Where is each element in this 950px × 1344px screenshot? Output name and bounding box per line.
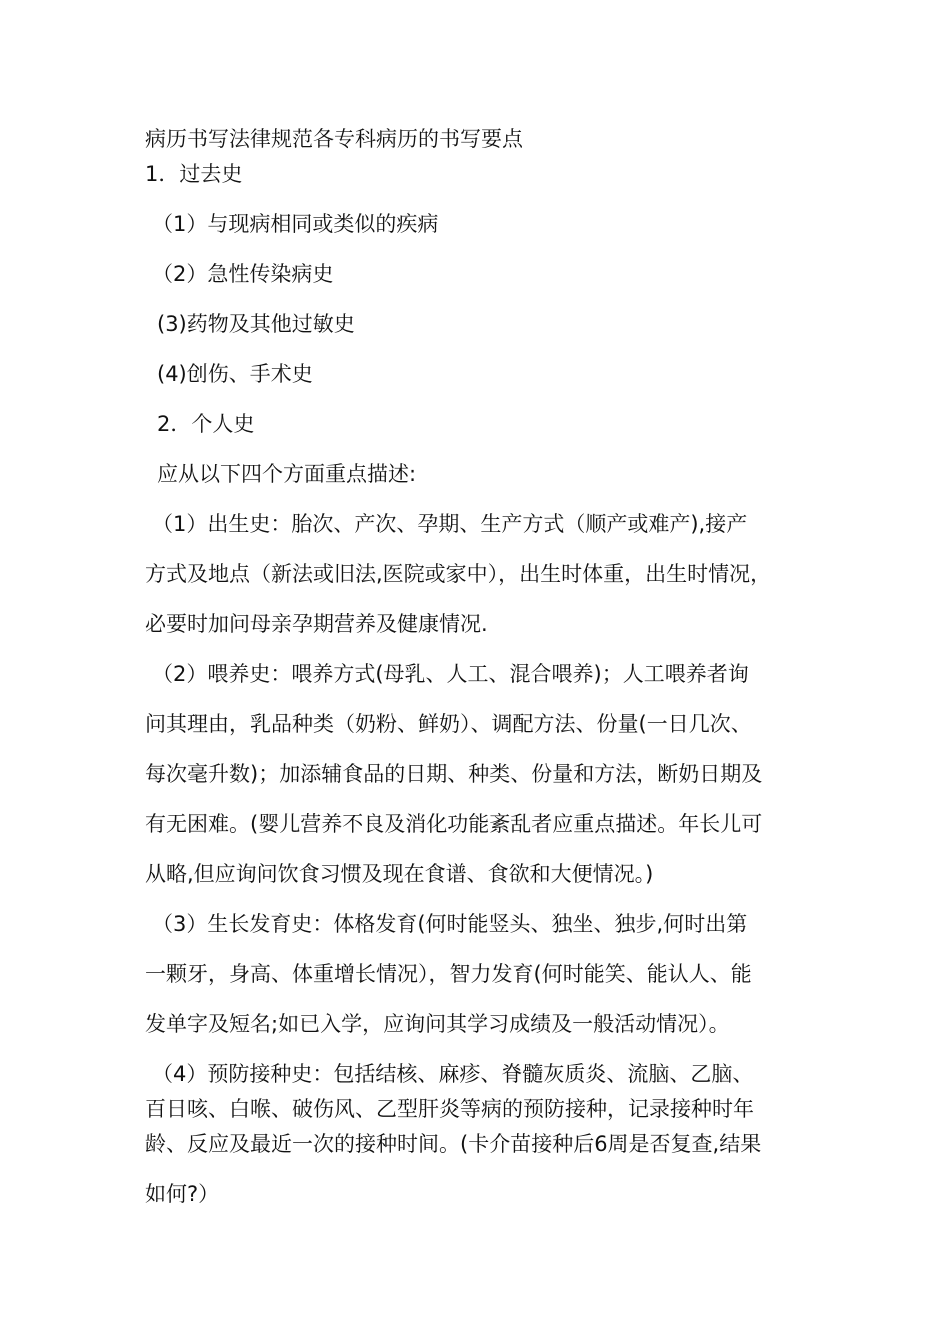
paragraph-line: 一颗牙，身高、体重增长情况），智力发育(何时能笑、能认人、能 xyxy=(145,962,752,986)
list-item: （2）急性传染病史 xyxy=(152,262,334,286)
paragraph-line: 龄、反应及最近一次的接种时间。(卡介苗接种后6周是否复查,结果 xyxy=(145,1132,762,1156)
paragraph-line: 方式及地点（新法或旧法,医院或家中），出生时体重，出生时情况， xyxy=(145,562,772,586)
list-item: （1）与现病相同或类似的疾病 xyxy=(152,212,439,236)
paragraph-line: 百日咳、白喉、破伤风、乙型肝炎等病的预防接种，记录接种时年 xyxy=(145,1097,754,1121)
paragraph-line: 从略,但应询问饮食习惯及现在食谱、食欲和大便情况。) xyxy=(145,862,654,886)
paragraph-line: 如何?） xyxy=(145,1182,220,1206)
paragraph-line: 必要时加问母亲孕期营养及健康情况. xyxy=(145,612,488,636)
paragraph-line: 每次毫升数)；加添辅食品的日期、种类、份量和方法，断奶日期及 xyxy=(145,762,763,786)
paragraph-line: 问其理由，乳品种类（奶粉、鲜奶）、调配方法、份量(一日几次、 xyxy=(145,712,752,736)
section-heading-personal-history: 2．个人史 xyxy=(157,412,255,436)
paragraph-line: （4）预防接种史：包括结核、麻疹、脊髓灰质炎、流脑、乙脑、 xyxy=(152,1062,754,1086)
section-heading-past-history: 1．过去史 xyxy=(145,162,243,186)
paragraph-line: 应从以下四个方面重点描述: xyxy=(157,462,417,486)
paragraph-line: （3）生长发育史：体格发育(何时能竖头、独坐、独步,何时出第 xyxy=(152,912,748,936)
document-title: 病历书写法律规范各专科病历的书写要点 xyxy=(145,127,523,151)
paragraph-line: （2）喂养史：喂养方式(母乳、人工、混合喂养)；人工喂养者询 xyxy=(152,662,749,686)
paragraph-line: （1）出生史：胎次、产次、孕期、生产方式（顺产或难产),接产 xyxy=(152,512,748,536)
list-item: (4)创伤、手术史 xyxy=(157,362,313,386)
paragraph-line: 有无困难。(婴儿营养不良及消化功能紊乱者应重点描述。年长儿可 xyxy=(145,812,763,836)
list-item: (3)药物及其他过敏史 xyxy=(157,312,355,336)
paragraph-line: 发单字及短名;如已入学，应询问其学习成绩及一般活动情况）。 xyxy=(145,1012,730,1036)
